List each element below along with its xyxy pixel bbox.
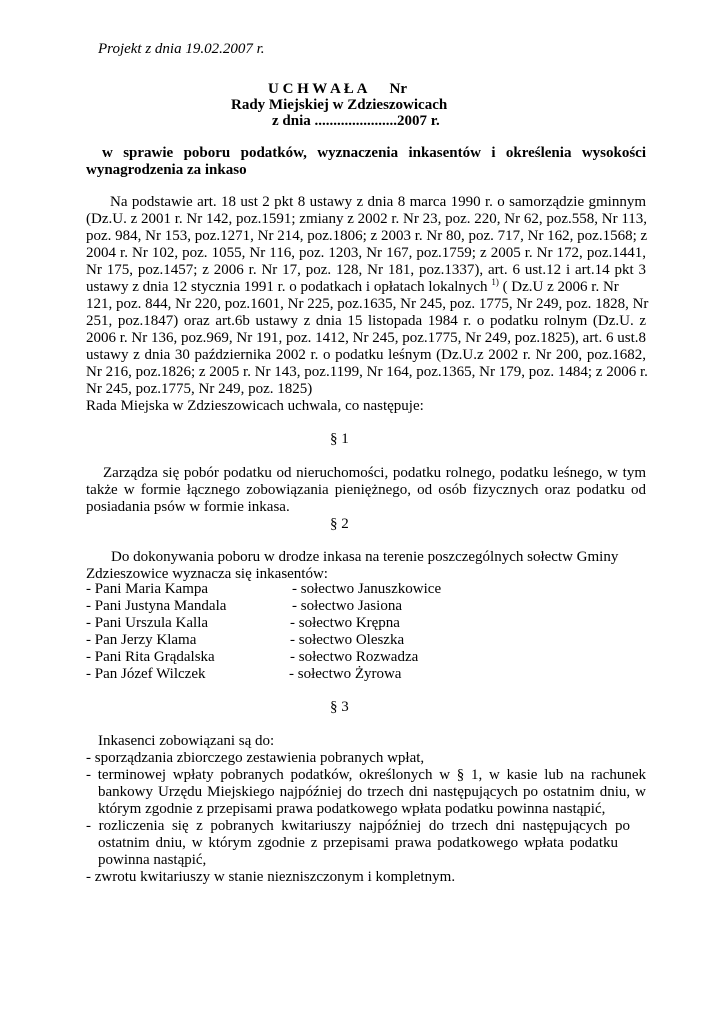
section-1-line: także w formie łącznego zobowiązania pieniężnego, od osób fizycznych oraz podatku od xyxy=(86,482,646,498)
preamble-line: Nr 216, poz.1826; z 2005 r. Nr 143, poz.1199, Nr 164, poz.1365, Nr 179, poz. 1484; z 2006 r. xyxy=(86,364,648,380)
section-1-heading: § 1 xyxy=(330,431,349,447)
subject-line-1: w sprawie poboru podatków, wyznaczenia inkasentów i określenia wysokości xyxy=(102,145,646,161)
collector-village: - sołectwo Żyrowa xyxy=(289,666,402,682)
collector-village: - sołectwo Januszkowice xyxy=(292,581,442,597)
obligation-item-cont: powinna nastąpić, xyxy=(98,852,207,868)
preamble-text: ustawy z dnia 12 stycznia 1991 r. o podatkach i opłatach lokalnych xyxy=(86,279,488,295)
preamble-line: 2006 r. Nr 136, poz.969, Nr 191, poz. 1412, Nr 245, poz.1775, Nr 249, poz.1825), art. 6 ust.8 xyxy=(86,330,646,346)
collector-name: - Pani Urszula Kalla xyxy=(86,615,209,631)
obligation-item: - rozliczenia się z pobranych kwitariuszy najpóźniej do trzech dni następujących po xyxy=(86,818,630,834)
collector-name: - Pan Józef Wilczek xyxy=(86,666,206,682)
obligation-item: - terminowej wpłaty pobranych podatków, określonych w § 1, w kasie lub na rachunek xyxy=(86,767,646,783)
section-2-intro: Zdzieszowice wyznacza się inkasentów: xyxy=(86,566,328,582)
preamble-line: Nr 245, poz.1775, Nr 249, poz. 1825) xyxy=(86,381,313,397)
section-3-heading: § 3 xyxy=(330,699,349,715)
subject-line-2: wynagrodzenia za inkaso xyxy=(86,162,247,178)
draft-note: Projekt z dnia 19.02.2007 r. xyxy=(98,41,265,57)
footnote-mark: 1) xyxy=(491,277,499,287)
collector-name: - Pani Maria Kampa xyxy=(86,581,209,597)
section-3-intro: Inkasenci zobowiązani są do: xyxy=(98,733,275,749)
section-2-intro: Do dokonywania poboru w drodze inkasa na terenie poszczególnych sołectw Gminy xyxy=(111,549,619,565)
preamble-line: Na podstawie art. 18 ust 2 pkt 8 ustawy z dnia 8 marca 1990 r. o samorządzie gminnym xyxy=(110,194,646,210)
section-1-line: posiadania psów w formie inkasa. xyxy=(86,499,290,515)
obligation-item-cont: bankowy Urzędu Miejskiego najpóźniej do trzech dni następujących po ostatnim dniu, w xyxy=(98,784,646,800)
resolution-title xyxy=(268,81,407,98)
preamble-line: 251, poz.1847) oraz art.6b ustawy z dnia 15 listopada 1984 r. o podatku rolnym (Dz.U. z xyxy=(86,313,646,329)
preamble-line: ustawy z dnia 30 października 2002 r. o podatku leśnym (Dz.U.z 2002 r. Nr 200, poz.1682, xyxy=(86,347,646,363)
preamble-line: poz. 984, Nr 153, poz.1271, Nr 214, poz.1806; z 2003 r. Nr 80, poz. 717, Nr 162, poz.1568; z xyxy=(86,228,648,244)
collector-name: - Pani Rita Grądalska xyxy=(86,649,215,665)
title-word: U C H W A Ł A xyxy=(268,81,368,97)
preamble-line: 121, poz. 844, Nr 220, poz.1601, Nr 225, poz.1635, Nr 245, poz. 1775, Nr 249, poz. 1828, Nr xyxy=(86,296,649,312)
preamble-line: 2004 r. Nr 102, poz. 1055, Nr 116, poz. 1203, Nr 167, poz.1759; z 2005 r. Nr 172, poz.1441, xyxy=(86,245,646,261)
obligation-item: - sporządzania zbiorczego zestawienia pobranych wpłat, xyxy=(86,750,425,766)
obligation-item: - zwrotu kwitariuszy w stanie niezniszczonym i kompletnym. xyxy=(86,869,456,885)
collector-village: - sołectwo Jasiona xyxy=(292,598,402,614)
council-name: Rady Miejskiej w Zdzieszowicach xyxy=(231,97,448,113)
collector-village: - sołectwo Oleszka xyxy=(290,632,405,648)
preamble-line xyxy=(86,279,619,296)
preamble-line: (Dz.U. z 2001 r. Nr 142, poz.1591; zmiany z 2002 r. Nr 23, poz. 220, Nr 62, poz.558, Nr 113, xyxy=(86,211,648,227)
collector-village: - sołectwo Krępna xyxy=(290,615,400,631)
section-2-heading: § 2 xyxy=(330,516,349,532)
obligation-item-cont: którym zgodnie z przepisami prawa podatkowego wpłata podatku powinna nastąpić, xyxy=(98,801,606,817)
section-1-line: Zarządza się pobór podatku od nieruchomości, podatku rolnego, podatku leśnego, w tym xyxy=(103,465,646,481)
obligation-item-cont: ostatnim dniu, w którym zgodnie z przepisami prawa podatkowego wpłata podatku xyxy=(98,835,618,851)
collector-name: - Pani Justyna Mandala xyxy=(86,598,227,614)
resolution-statement: Rada Miejska w Zdzieszowicach uchwala, co następuje: xyxy=(86,398,424,414)
collector-name: - Pan Jerzy Klama xyxy=(86,632,197,648)
resolution-date: z dnia ......................2007 r. xyxy=(272,113,440,129)
collector-village: - sołectwo Rozwadza xyxy=(290,649,419,665)
preamble-line: Nr 175, poz.1457; z 2006 r. Nr 17, poz. 128, Nr 181, poz.1337), art. 6 ust.12 i art.14 pkt 3 xyxy=(86,262,646,278)
title-number: Nr xyxy=(389,81,407,97)
preamble-text: ( Dz.U z 2006 r. Nr xyxy=(502,279,619,295)
